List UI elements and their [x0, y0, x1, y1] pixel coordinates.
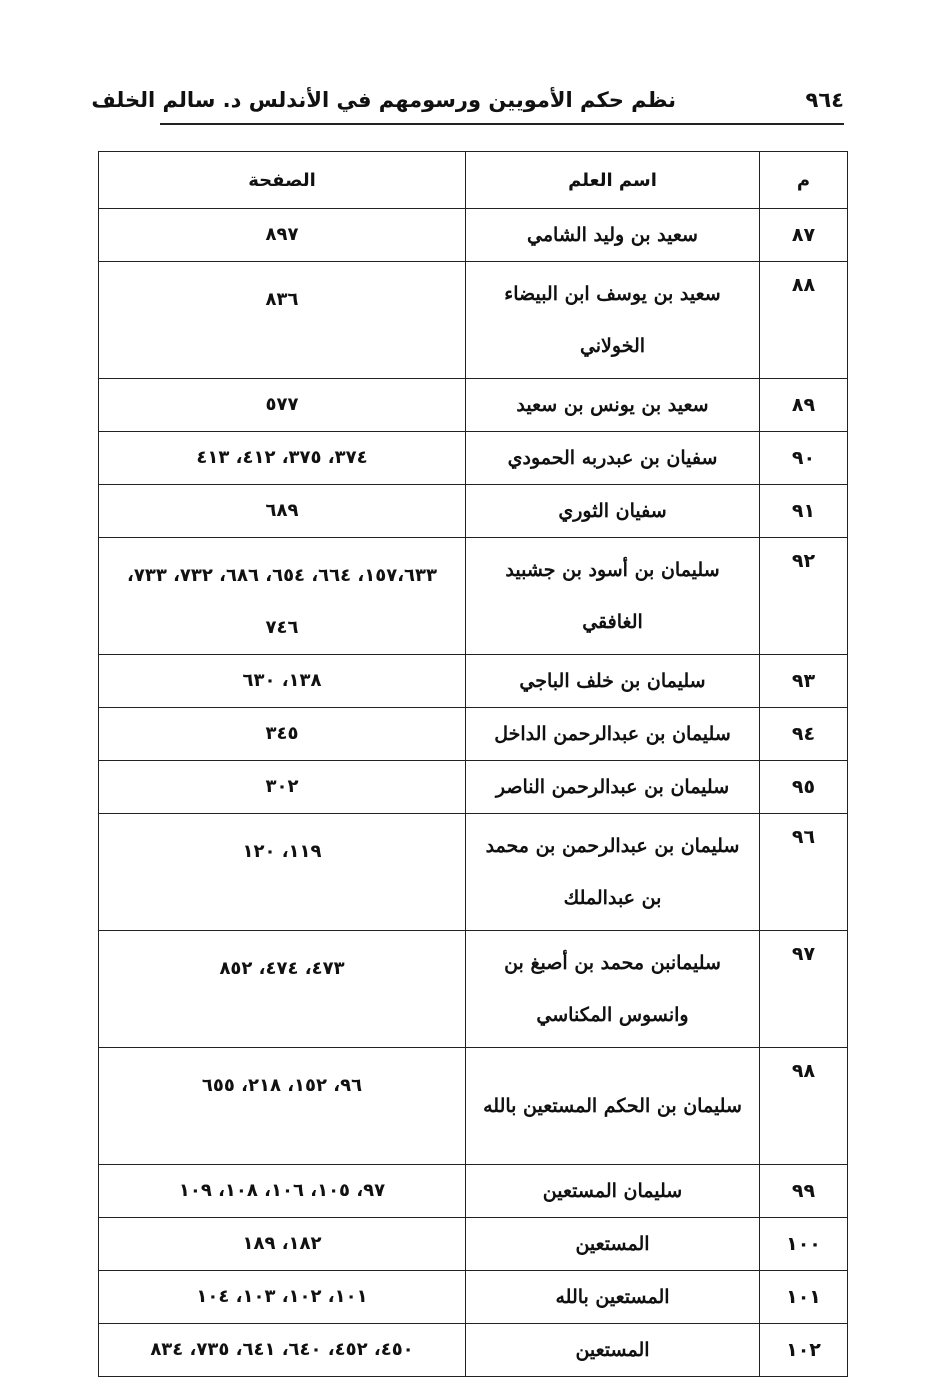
page-refs-cell: ٣٧٤، ٣٧٥، ٤١٢، ٤١٣: [99, 432, 466, 485]
page-refs-cell: ٨٣٦: [99, 262, 466, 379]
person-name-cell: سليمان بن الحكم المستعين بالله: [466, 1048, 760, 1165]
row-number-cell: ١٠١: [760, 1271, 848, 1324]
page-refs-cell: ١١٩، ١٢٠: [99, 814, 466, 931]
person-name-cell: سعيد بن يونس بن سعيد: [466, 379, 760, 432]
person-name-cell: سليمان بن عبدالرحمن بن محمد بن عبدالملك: [466, 814, 760, 931]
person-name-cell: سليمانبن محمد بن أصبغ بن وانسوس المكناسي: [466, 931, 760, 1048]
row-number-cell: ٩٩: [760, 1165, 848, 1218]
row-number-cell: ٩٤: [760, 708, 848, 761]
person-name-cell: سليمان المستعين: [466, 1165, 760, 1218]
row-number-cell: ٨٩: [760, 379, 848, 432]
person-name-cell: المستعين بالله: [466, 1271, 760, 1324]
person-name-cell: سليمان بن عبدالرحمن الناصر: [466, 761, 760, 814]
header-divider: [160, 123, 844, 125]
row-number-cell: ٩٨: [760, 1048, 848, 1165]
column-header-name: اسم العلم: [466, 152, 760, 209]
page-refs-cell: ١٠١، ١٠٢، ١٠٣، ١٠٤: [99, 1271, 466, 1324]
table-row: [99, 1324, 848, 1377]
table-row: [99, 1271, 848, 1324]
person-name-cell: سفيان بن عبدربه الحمودي: [466, 432, 760, 485]
person-name-cell: سليمان بن عبدالرحمن الداخل: [466, 708, 760, 761]
table-row: [99, 655, 848, 708]
header-title: نظم حكم الأمويين ورسومهم في الأندلس د. سالم الخلف: [91, 88, 676, 112]
index-table-container: [98, 151, 848, 1377]
page-number: ٩٦٤: [805, 88, 844, 112]
person-name-cell: المستعين: [466, 1218, 760, 1271]
page-refs-cell: ١٨٢، ١٨٩: [99, 1218, 466, 1271]
page-refs-cell: ٩٦، ١٥٢، ٢١٨، ٦٥٥: [99, 1048, 466, 1165]
table-header-row: [99, 152, 848, 209]
table-row: [99, 1218, 848, 1271]
table-body: [99, 209, 848, 1377]
index-table: [98, 151, 848, 1377]
row-number-cell: ٩١: [760, 485, 848, 538]
page-refs-cell: ٤٥٠، ٤٥٢، ٦٤٠، ٦٤١، ٧٣٥، ٨٣٤: [99, 1324, 466, 1377]
row-number-cell: ٩٦: [760, 814, 848, 931]
person-name-cell: سفيان الثوري: [466, 485, 760, 538]
column-header-number: م: [760, 152, 848, 209]
row-number-cell: ٩٧: [760, 931, 848, 1048]
table-row: [99, 379, 848, 432]
person-name-cell: سليمان بن أسود بن جشبيد الغافقي: [466, 538, 760, 655]
page-refs-cell: ١٣٨، ٦٣٠: [99, 655, 466, 708]
table-row: [99, 432, 848, 485]
running-header: [91, 88, 844, 122]
page-refs-cell: ١٥٧،٦٣٣، ٦٦٤، ٦٥٤، ٦٨٦، ٧٣٢، ٧٣٣، ٧٤٦: [99, 538, 466, 655]
page-refs-cell: ٣٠٢: [99, 761, 466, 814]
person-name-cell: المستعين: [466, 1324, 760, 1377]
table-row: [99, 209, 848, 262]
table-row: [99, 262, 848, 379]
page-refs-cell: ٨٩٧: [99, 209, 466, 262]
row-number-cell: ٩٢: [760, 538, 848, 655]
table-row: [99, 1165, 848, 1218]
column-header-pages: الصفحة: [99, 152, 466, 209]
row-number-cell: ١٠٢: [760, 1324, 848, 1377]
table-row: [99, 708, 848, 761]
page-refs-cell: ٥٧٧: [99, 379, 466, 432]
table-row: [99, 538, 848, 655]
page-refs-cell: ٦٨٩: [99, 485, 466, 538]
person-name-cell: سليمان بن خلف الباجي: [466, 655, 760, 708]
person-name-cell: سعيد بن يوسف ابن البيضاء الخولاني: [466, 262, 760, 379]
row-number-cell: ٨٧: [760, 209, 848, 262]
table-row: [99, 1048, 848, 1165]
row-number-cell: ٩٠: [760, 432, 848, 485]
row-number-cell: ٩٥: [760, 761, 848, 814]
table-row: [99, 814, 848, 931]
page-refs-cell: ٩٧، ١٠٥، ١٠٦، ١٠٨، ١٠٩: [99, 1165, 466, 1218]
page-refs-cell: ٤٧٣، ٤٧٤، ٨٥٢: [99, 931, 466, 1048]
page-refs-cell: ٣٤٥: [99, 708, 466, 761]
table-row: [99, 761, 848, 814]
table-row: [99, 931, 848, 1048]
row-number-cell: ٩٣: [760, 655, 848, 708]
row-number-cell: ١٠٠: [760, 1218, 848, 1271]
row-number-cell: ٨٨: [760, 262, 848, 379]
person-name-cell: سعيد بن وليد الشامي: [466, 209, 760, 262]
table-row: [99, 485, 848, 538]
